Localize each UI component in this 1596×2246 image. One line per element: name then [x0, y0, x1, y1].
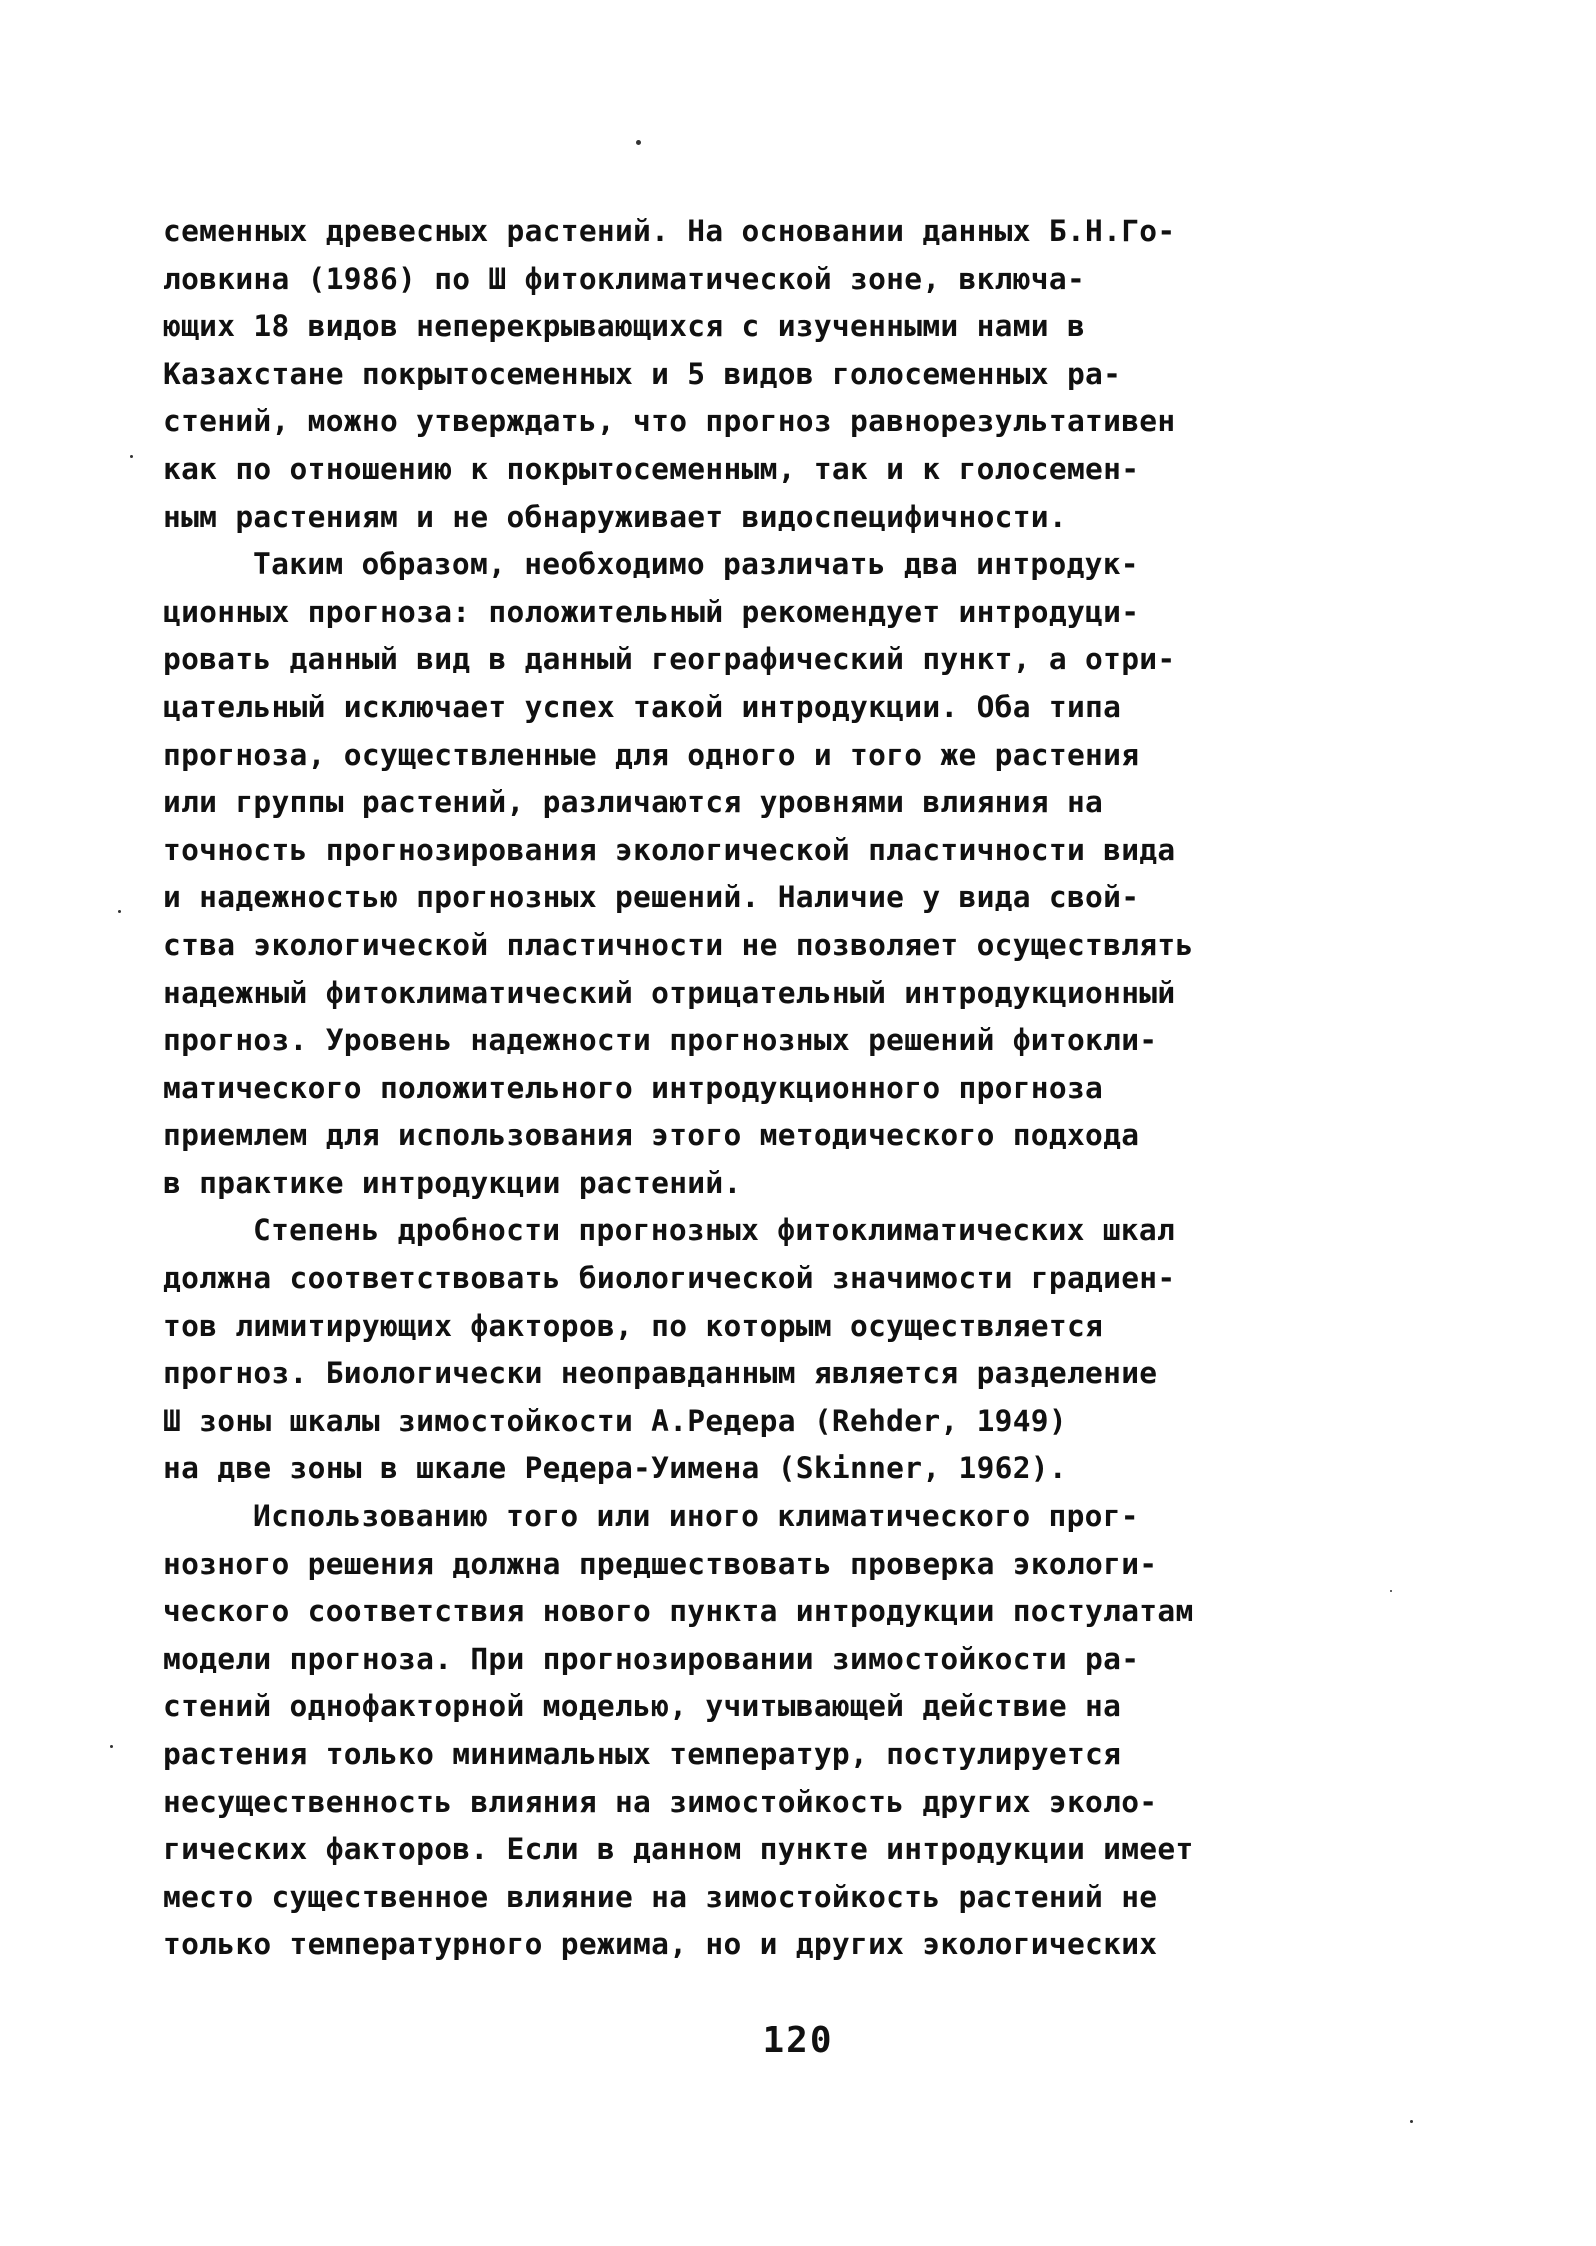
text-line: точность прогнозирования экологической пластичности вида [163, 832, 1176, 867]
text-line: ства экологической пластичности не позволяет осуществлять [163, 927, 1194, 962]
scan-speck [1410, 2120, 1413, 2123]
text-line: место существенное влияние на зимостойкость растений не [163, 1879, 1158, 1914]
text-line: Использованию того или иного климатического прог- [253, 1499, 1139, 1534]
text-line: растения только минимальных температур, постулируется [163, 1737, 1122, 1771]
scan-speck [1390, 1590, 1392, 1592]
scan-speck [110, 1745, 113, 1748]
text-line: матического положительного интродукционного прогноза [163, 1070, 1104, 1105]
text-line: ловкина (1986) по Ш фитоклиматической зоне, включа- [163, 261, 1086, 296]
text-line: Степень дробности прогнозных фитоклиматических шкал [253, 1213, 1176, 1248]
text-line: стений однофакторной моделью, учитывающей действие на [163, 1689, 1122, 1724]
text-line: Казахстане покрытосеменных и 5 видов голосеменных ра- [163, 356, 1122, 391]
text-line: только температурного режима, но и других экологических [163, 1927, 1158, 1962]
text-line: тов лимитирующих факторов, по которым осуществляется [163, 1308, 1104, 1343]
text-line: надежный фитоклиматический отрицательный интродукционный [163, 975, 1176, 1010]
text-line: прогноз. Биологически неоправданным является разделение [163, 1356, 1158, 1391]
text-line: гических факторов. Если в данном пункте интродукции имеет [163, 1832, 1194, 1867]
text-line: несущественность влияния на зимостойкость других эколо- [163, 1784, 1158, 1819]
text-line: Таким образом, необходимо различать два интродук- [253, 547, 1139, 582]
text-line: ровать данный вид в данный географический пункт, а отри- [163, 642, 1176, 677]
text-line: или группы растений, различаются уровнями влияния на [163, 785, 1104, 820]
text-line: семенных древесных растений. На основании данных Б.Н.Го- [163, 214, 1176, 248]
text-line: прогноза, осуществленные для одного и того же растения [163, 737, 1140, 772]
page-number: 120 [762, 2020, 834, 2061]
text-line: цательный исключает успех такой интродукции. Оба типа [163, 689, 1122, 724]
scan-speck [636, 140, 641, 145]
text-line: стений, можно утверждать, что прогноз равнорезультативен [163, 404, 1176, 439]
text-line: ющих 18 видов неперекрывающихся с изученными нами в [163, 309, 1086, 344]
scan-speck [130, 455, 133, 458]
text-line: должна соответствовать биологической значимости градиен- [163, 1261, 1176, 1296]
text-line: ционных прогноза: положительный рекомендует интродуци- [163, 594, 1140, 629]
text-line: прогноз. Уровень надежности прогнозных решений фитокли- [163, 1023, 1158, 1058]
text-line: на две зоны в шкале Редера-Уимена (Skinner, 1962). [163, 1451, 1067, 1486]
text-line: ным растениям и не обнаруживает видоспецифичности. [163, 499, 1067, 534]
text-line: приемлем для использования этого методического подхода [163, 1118, 1140, 1153]
text-line: нозного решения должна предшествовать проверка экологи- [163, 1546, 1158, 1581]
text-line: и надежностью прогнозных решений. Наличие у вида свой- [163, 880, 1140, 915]
scan-speck [118, 910, 121, 913]
text-line: в практике интродукции растений. [163, 1165, 742, 1200]
text-line: модели прогноза. При прогнозировании зимостойкости ра- [163, 1641, 1140, 1676]
text-line: как по отношению к покрытосеменным, так и к голосемен- [163, 451, 1140, 486]
body-text [163, 208, 1483, 1969]
text-line: Ш зоны шкалы зимостойкости А.Редера (Rehder, 1949) [163, 1403, 1067, 1438]
text-line: ческого соответствия нового пункта интродукции постулатам [163, 1594, 1194, 1629]
